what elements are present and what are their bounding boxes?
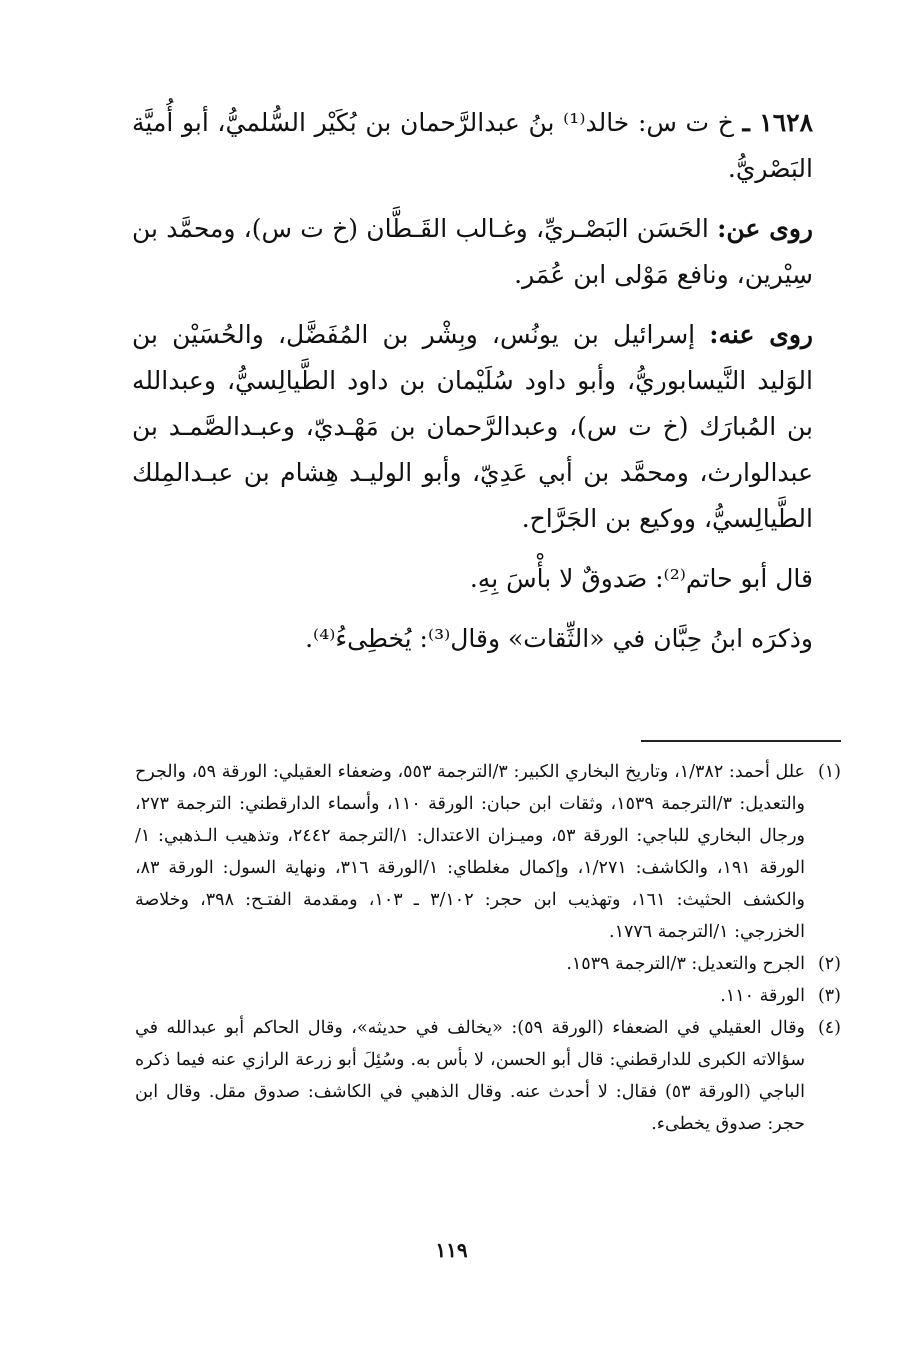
footnote-number: (١) xyxy=(817,762,841,782)
narrated-by-text: إسرائيل بن يونُس، وبِشْر بن المُفَضَّل، والحُسَيْن بن الوَليد النَّيسابوريُّ، وأبو داود سُلَيْمان بن داود الطَّيالِسيُّ، وعبدالله بن المُبارَك (خ ت س)، وعبدالرَّحمان بن مَهْـديّ، وعبـدالصَّمـد بن عبدالوارث، ومحمَّد بن أبي عَدِيّ، وأبو الوليـد هِشام بن عبـدالمِلك الطَّيالِسيُّ، ووكيع بن الجَرَّاح. xyxy=(132,320,813,533)
source-symbols: خ ت س: xyxy=(637,108,734,137)
entry-header xyxy=(132,100,841,192)
footnote-3 xyxy=(135,980,841,1012)
footnote-1 xyxy=(135,756,841,948)
biography-entry xyxy=(132,100,841,676)
footnote-number: (٤) xyxy=(817,1018,841,1038)
narrator-name: خالد⁽¹⁾ بنُ عبدالرَّحمان بن بُكَيْر السُّلميُّ، أبو أُميَّة البَصْريُّ. xyxy=(132,108,813,183)
footnote-text: علل أحمد: ١/٣٨٢، وتاريخ البخاري الكبير: ٣/الترجمة ٥٥٣، وضعفاء العقيلي: الورقة ٥٩، والجرح والتعديل: ٣/الترجمة ١٥٣٩، وثقات ابن حبان: الورقة ١١٠، وأسماء الدارقطني: الترجمة ٢٧٣، ورجال البخاري للباجي: الورقة ٥٣، وميـزان الاعتدال: ١/الترجمة ٢٤٤٢، وتذهيب الـذهبي: ١/الورقة ١٩١، والكاشف: ١/٢٧١، وإكمال مغلطاي: ١/الورقة ٣١٦، ونهاية السول: الورقة ٨٣، والكشف الحثيث: ١٦١، وتهذيب ابن حجر: ٣/١٠٢ ـ ١٠٣، ومقدمة الفتـح: ٣٩٨، وخلاصة الخزرجي: ١/الترجمة ١٧٧٦. xyxy=(135,762,805,942)
footnotes xyxy=(135,756,841,1140)
entry-number: ١٦٢٨ ـ xyxy=(742,108,814,137)
footnote-2 xyxy=(135,948,841,980)
footnote-divider xyxy=(641,740,841,742)
footnote-number: (٣) xyxy=(817,986,841,1006)
footnote-text: الورقة ١١٠. xyxy=(720,986,805,1006)
narrated-by-paragraph xyxy=(132,312,841,542)
footnote-text: وقال العقيلي في الضعفاء (الورقة ٥٩): «يخالف في حديثه»، وقال الحاكم أبو عبدالله في سؤالاته الكبرى للدارقطني: قال أبو الحسن، لا بأس به. وسُئِلَ أبو زرعة الرازي عنه فيما ذكره الباجي (الورقة ٥٣) فقال: لا أحدث عنه. وقال الذهبي في الكاشف: صدوق مقل. وقال ابن حجر: صدوق يخطىء. xyxy=(135,1018,806,1134)
footnote-4 xyxy=(135,1012,841,1140)
footnote-text: الجرح والتعديل: ٣/الترجمة ١٥٣٩. xyxy=(566,954,805,974)
footnote-number: (٢) xyxy=(817,954,841,974)
narrated-from-paragraph xyxy=(132,206,841,298)
narrated-from-label: روى عن: xyxy=(717,214,813,243)
page-number: ١١٩ xyxy=(435,1238,468,1262)
abu-hatim-statement: قال أبو حاتم⁽²⁾: صَدوقٌ لا بأْسَ بِهِ. xyxy=(469,564,813,593)
narrated-from-text: الحَسَن البَصْـريِّ، وغـالب القَـطَّان (خ ت س)، ومحمَّد بن سِيْرين، ونافع مَوْلى ابن عُمَر. xyxy=(132,214,813,289)
ibn-hibban-statement: وذكرَه ابنُ حِبَّان في «الثِّقات» وقال⁽³⁾: يُخطِىءُ⁽⁴⁾. xyxy=(305,624,813,653)
narrated-by-label: روى عنه: xyxy=(709,320,813,349)
